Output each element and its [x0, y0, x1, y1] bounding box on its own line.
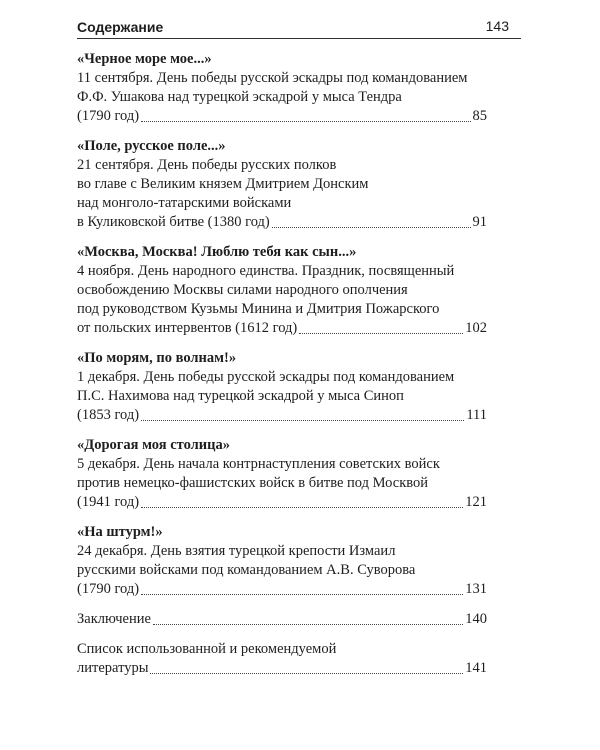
- toc-entry-line: (1790 год): [77, 108, 140, 124]
- toc-page-number[interactable]: 121: [465, 494, 487, 510]
- dot-leader: [141, 503, 463, 508]
- toc-entry-line: 4 ноября. День народного единства. Праздник, посвященный: [77, 263, 455, 279]
- toc-entry-line: над монголо-татарскими войсками: [77, 195, 292, 211]
- toc-entry-leader-line: [77, 493, 487, 512]
- toc-page-number[interactable]: 131: [465, 581, 487, 597]
- page-title: Содержание: [77, 19, 164, 35]
- toc-entry[interactable]: [77, 523, 487, 599]
- toc-entry-line: под руководством Кузьмы Минина и Дмитрия Пожарского: [77, 301, 440, 317]
- dot-leader: [141, 590, 463, 595]
- toc-entry-title: «Черное море мое...»: [77, 51, 212, 67]
- toc-page-number[interactable]: 111: [466, 407, 487, 423]
- toc-entry-line: (1941 год): [77, 494, 140, 510]
- toc-entry-line: в Куликовской битве (1380 год): [77, 214, 270, 230]
- toc-entry[interactable]: [77, 243, 487, 338]
- toc-entry-title: «Москва, Москва! Люблю тебя как сын...»: [77, 244, 357, 260]
- toc-entry-line: литературы: [77, 660, 149, 676]
- dot-leader: [299, 329, 463, 334]
- toc-entry-line: 11 сентября. День победы русской эскадры под командованием: [77, 70, 468, 86]
- toc-entry[interactable]: [77, 436, 487, 512]
- toc-entry[interactable]: [77, 610, 487, 629]
- toc-entry-leader-line: [77, 610, 487, 629]
- toc-entry-leader-line: [77, 319, 487, 338]
- toc-entry-line: против немецко-фашистских войск в битве под Москвой: [77, 475, 429, 491]
- toc-page-number[interactable]: 141: [465, 660, 487, 676]
- dot-leader: [141, 117, 470, 122]
- toc-entry-leader-line: [77, 406, 487, 425]
- toc-entry-leader-line: [77, 659, 487, 678]
- dot-leader: [141, 416, 464, 421]
- dot-leader: [150, 669, 463, 674]
- toc-entry-line: 1 декабря. День победы русской эскадры под командованием: [77, 369, 455, 385]
- toc-entry-line: Заключение: [77, 611, 151, 627]
- page-header: [77, 18, 521, 39]
- toc-entry-title: «Дорогая моя столица»: [77, 437, 230, 453]
- toc-entry-title: «По морям, по волнам!»: [77, 350, 237, 366]
- toc-entry-line: (1790 год): [77, 581, 140, 597]
- toc-entry-line: 5 декабря. День начала контрнаступления советских войск: [77, 456, 440, 472]
- toc-entry-line: 21 сентября. День победы русских полков: [77, 157, 337, 173]
- toc-entry[interactable]: [77, 640, 487, 678]
- toc-page-number[interactable]: 85: [472, 108, 487, 124]
- toc-entry[interactable]: [77, 349, 487, 425]
- dot-leader: [272, 223, 471, 228]
- toc-entry-line: во главе с Великим князем Дмитрием Донским: [77, 176, 369, 192]
- toc-entry-line: (1853 год): [77, 407, 140, 423]
- page-number: 143: [485, 18, 509, 34]
- dot-leader: [153, 620, 463, 625]
- toc-page-number[interactable]: 140: [465, 611, 487, 627]
- toc-entry-line: освобождению Москвы силами народного ополчения: [77, 282, 408, 298]
- toc-entry-line: П.С. Нахимова над турецкой эскадрой у мыса Синоп: [77, 388, 404, 404]
- toc-entry[interactable]: [77, 137, 487, 232]
- toc-entry-line: Ф.Ф. Ушакова над турецкой эскадрой у мыса Тендра: [77, 89, 402, 105]
- toc-entry-leader-line: [77, 107, 487, 126]
- toc-entry-leader-line: [77, 213, 487, 232]
- toc-entry-title: «На штурм!»: [77, 524, 163, 540]
- toc-page-number[interactable]: 102: [465, 320, 487, 336]
- toc-entry-line: Список использованной и рекомендуемой: [77, 641, 337, 657]
- toc-page-number[interactable]: 91: [472, 214, 487, 230]
- toc-entry-title: «Поле, русское поле...»: [77, 138, 226, 154]
- toc-entry-line: русскими войсками под командованием А.В. Суворова: [77, 562, 416, 578]
- table-of-contents: [77, 50, 487, 689]
- toc-entry-line: от польских интервентов (1612 год): [77, 320, 298, 336]
- toc-entry[interactable]: [77, 50, 487, 126]
- toc-entry-leader-line: [77, 580, 487, 599]
- toc-entry-line: 24 декабря. День взятия турецкой крепости Измаил: [77, 543, 396, 559]
